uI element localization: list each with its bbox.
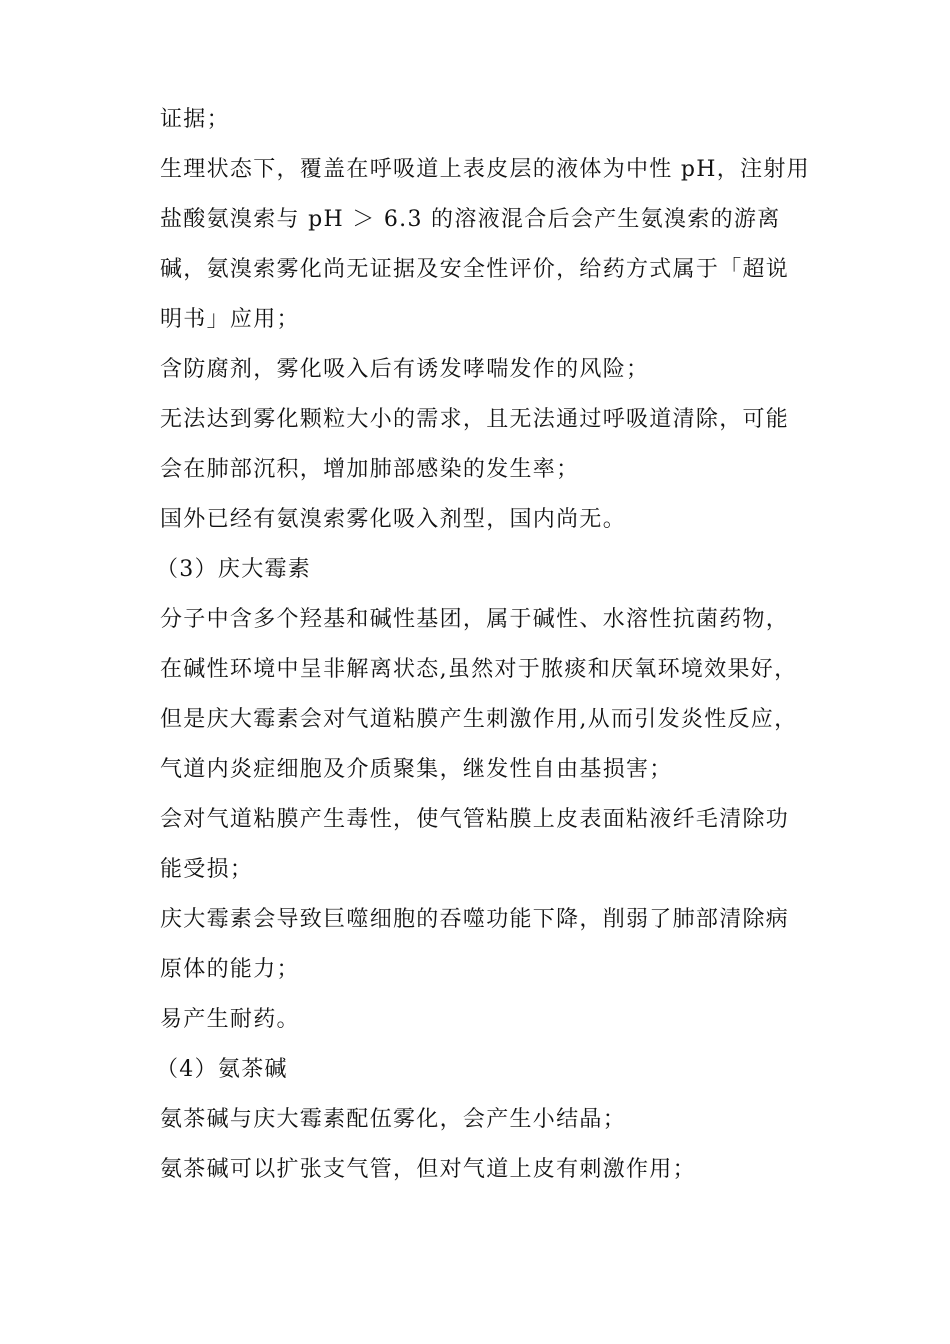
text-line: 含防腐剂，雾化吸入后有诱发哮喘发作的风险； [160, 357, 650, 382]
text-line: 庆大霉素会导致巨噬细胞的吞噬功能下降，削弱了肺部清除病 [160, 907, 790, 932]
text-line: 氨茶碱与庆大霉素配伍雾化，会产生小结晶； [160, 1107, 627, 1132]
text-line: 无法达到雾化颗粒大小的需求，且无法通过呼吸道清除，可能 [160, 407, 790, 432]
text-line: 原体的能力； [160, 957, 300, 982]
document-page [156, 95, 810, 1195]
text-line: 会在肺部沉积，增加肺部感染的发生率； [160, 457, 580, 482]
text-line: 气道内炎症细胞及介质聚集，继发性自由基损害； [160, 757, 673, 782]
text-line: 易产生耐药。 [160, 1007, 300, 1032]
text-line: 国外已经有氨溴索雾化吸入剂型，国内尚无。 [160, 507, 627, 532]
text-line: 会对气道粘膜产生毒性，使气管粘膜上皮表面粘液纤毛清除功 [160, 807, 790, 832]
text-line: 生理状态下，覆盖在呼吸道上表皮层的液体为中性 pH，注射用 [160, 157, 810, 182]
text-line: 分子中含多个羟基和碱性基团，属于碱性、水溶性抗菌药物， [160, 607, 790, 632]
text-line: 能受损； [160, 857, 254, 882]
text-line: 明书」应用； [160, 307, 300, 332]
text-line: 证据； [160, 107, 230, 132]
section-heading-gentamicin: （3）庆大霉素 [156, 557, 312, 582]
text-line: 盐酸氨溴索与 pH ＞ 6.3 的溶液混合后会产生氨溴索的游离 [160, 207, 781, 232]
text-line: 在碱性环境中呈非解离状态,虽然对于脓痰和厌氧环境效果好， [160, 657, 798, 682]
text-line: 氨茶碱可以扩张支气管，但对气道上皮有刺激作用； [160, 1157, 696, 1182]
text-line: 但是庆大霉素会对气道粘膜产生刺激作用,从而引发炎性反应， [160, 707, 798, 732]
section-heading-aminophylline: （4）氨茶碱 [156, 1057, 288, 1082]
text-line: 碱，氨溴索雾化尚无证据及安全性评价，给药方式属于「超说 [160, 257, 790, 282]
